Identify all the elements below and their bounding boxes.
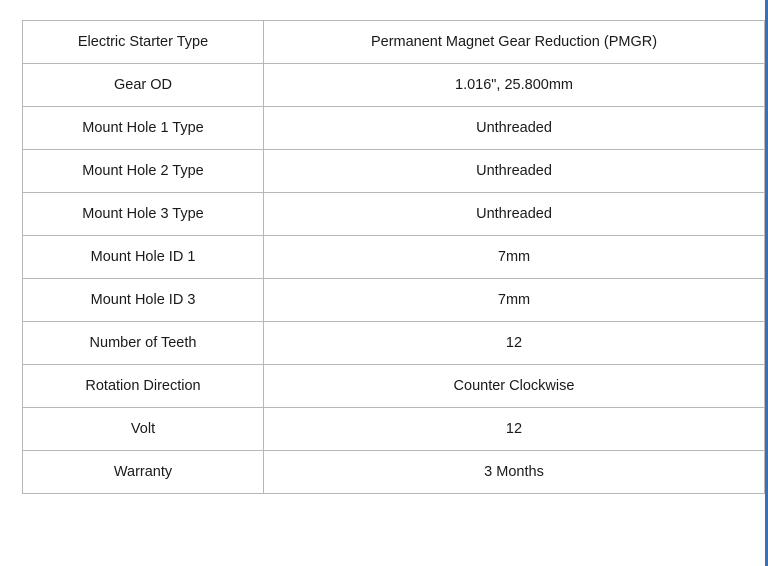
spec-label: Mount Hole 2 Type (23, 150, 264, 193)
table-row (23, 408, 765, 451)
spec-value: Counter Clockwise (264, 365, 765, 408)
table-row (23, 279, 765, 322)
spec-label: Rotation Direction (23, 365, 264, 408)
table-row (23, 365, 765, 408)
spec-table-container (22, 20, 740, 494)
table-row (23, 64, 765, 107)
table-row (23, 21, 765, 64)
spec-label: Warranty (23, 451, 264, 494)
table-row (23, 236, 765, 279)
table-row (23, 322, 765, 365)
table-row (23, 193, 765, 236)
spec-value: Permanent Magnet Gear Reduction (PMGR) (264, 21, 765, 64)
table-row (23, 107, 765, 150)
spec-label: Mount Hole ID 1 (23, 236, 264, 279)
spec-label: Volt (23, 408, 264, 451)
spec-value: Unthreaded (264, 193, 765, 236)
table-row (23, 451, 765, 494)
table-row (23, 150, 765, 193)
spec-value: 7mm (264, 236, 765, 279)
spec-value: 1.016", 25.800mm (264, 64, 765, 107)
spec-label: Mount Hole 3 Type (23, 193, 264, 236)
spec-value: Unthreaded (264, 107, 765, 150)
spec-table-body (23, 21, 765, 494)
spec-value: 12 (264, 322, 765, 365)
spec-label: Mount Hole ID 3 (23, 279, 264, 322)
spec-table (22, 20, 765, 494)
spec-value: 3 Months (264, 451, 765, 494)
spec-value: Unthreaded (264, 150, 765, 193)
spec-value: 12 (264, 408, 765, 451)
spec-label: Electric Starter Type (23, 21, 264, 64)
spec-label: Number of Teeth (23, 322, 264, 365)
spec-value: 7mm (264, 279, 765, 322)
spec-label: Mount Hole 1 Type (23, 107, 264, 150)
spec-label: Gear OD (23, 64, 264, 107)
